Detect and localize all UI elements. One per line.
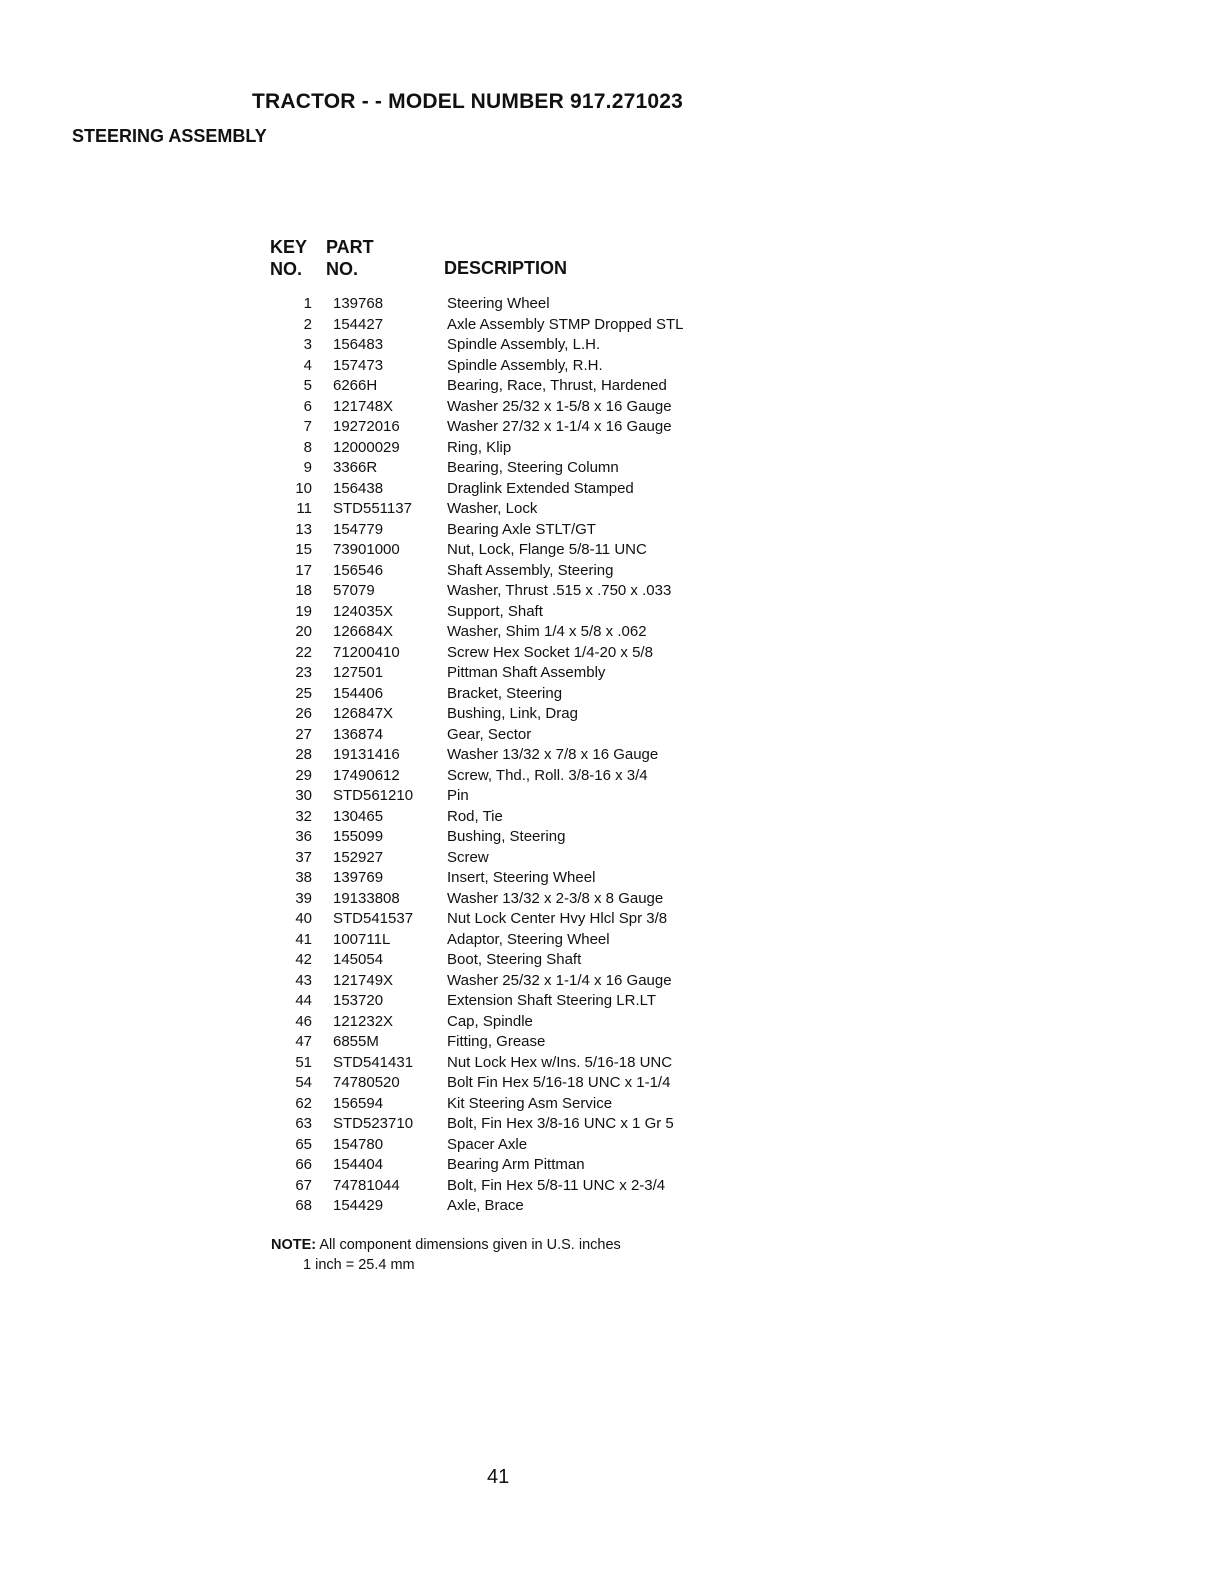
column-header-part-line1: PART [326,237,374,257]
key-number: 39 [295,889,312,907]
key-number: 46 [295,1012,312,1030]
part-number: 19133808 [333,889,400,907]
part-number: 6266H [333,377,378,394]
part-number: 145054 [333,951,384,968]
table-row [270,540,750,561]
part-number: 3366R [333,459,378,476]
table-row [270,417,750,438]
key-number: 51 [295,1053,312,1071]
part-description: Axle, Brace [447,1197,524,1214]
table-row [270,520,750,541]
key-number: 43 [295,971,312,989]
key-number: 63 [295,1115,312,1132]
table-row [270,684,750,705]
part-description: Insert, Steering Wheel [447,869,596,886]
part-description: Washer 13/32 x 2-3/8 x 8 Gauge [447,889,664,907]
key-number: 36 [295,828,312,845]
part-number: STD541537 [333,910,414,927]
table-row [270,1196,750,1217]
part-number: 139769 [333,869,384,886]
part-description: Gear, Sector [447,725,532,743]
table-row [270,356,750,377]
part-number: 12000029 [333,438,400,456]
key-number: 23 [295,664,312,681]
part-number: 71200410 [333,643,400,661]
column-header-key-no [270,236,307,280]
part-description: Nut Lock Center Hvy Hlcl Spr 3/8 [447,910,668,927]
note [271,1236,621,1255]
part-number: 136874 [333,725,384,743]
note-label: NOTE: [271,1237,317,1253]
part-number: 152927 [333,848,384,866]
part-description: Rod, Tie [447,807,503,825]
table-row [270,499,750,520]
part-description: Screw, Thd., Roll. 3/8-16 x 3/4 [447,766,648,784]
part-number: 57079 [333,582,375,599]
table-row [270,848,750,869]
unit-conversion: 1 inch = 25.4 mm [303,1257,415,1273]
key-number: 22 [295,643,312,661]
part-number: 19131416 [333,746,400,763]
part-description: Pittman Shaft Assembly [447,664,606,681]
part-number: 124035X [333,602,394,620]
part-number: 6855M [333,1033,379,1050]
part-description: Bolt Fin Hex 5/16-18 UNC x 1-1/4 [447,1074,671,1091]
part-description: Nut, Lock, Flange 5/8-11 UNC [447,541,647,558]
part-number: 156483 [333,336,384,353]
part-number: 154406 [333,684,384,702]
part-number: STD541431 [333,1053,414,1071]
table-row [270,745,750,766]
key-number: 8 [303,438,312,456]
part-description: Cap, Spindle [447,1012,533,1030]
column-header-description: DESCRIPTION [444,258,568,278]
part-description: Kit Steering Asm Service [447,1094,613,1112]
part-number: 17490612 [333,766,400,784]
part-number: 130465 [333,807,384,825]
key-number: 54 [295,1074,312,1091]
table-row [270,1094,750,1115]
table-row [270,1176,750,1197]
table-row [270,581,750,602]
part-number: STD523710 [333,1115,414,1132]
key-number: 47 [295,1033,312,1050]
key-number: 19 [295,602,312,620]
key-number: 26 [295,705,312,722]
table-row [270,766,750,787]
part-number: 19272016 [333,418,400,435]
part-number: STD551137 [333,500,412,517]
part-number: 156594 [333,1094,384,1112]
part-number: 121749X [333,971,394,989]
part-description: Axle Assembly STMP Dropped STL [447,315,684,333]
table-row [270,335,750,356]
part-number: 154780 [333,1135,384,1153]
key-number: 65 [295,1135,312,1153]
part-description: Bracket, Steering [447,684,563,702]
part-number: 100711L [333,930,391,948]
key-number: 44 [295,992,312,1009]
table-row [270,315,750,336]
key-number: 9 [303,459,312,476]
part-description: Spacer Axle [447,1135,528,1153]
part-description: Washer, Lock [447,500,538,517]
key-number: 62 [295,1094,312,1112]
table-row [270,294,750,315]
column-header-key-line1: KEY [270,237,308,257]
part-description: Washer 13/32 x 7/8 x 16 Gauge [447,746,659,763]
column-header-key-line2: NO. [270,259,303,279]
parts-list [270,294,750,1217]
part-number: 156546 [333,561,384,579]
table-row [270,971,750,992]
key-number: 4 [303,356,312,374]
part-number: 155099 [333,828,384,845]
part-description: Spindle Assembly, R.H. [447,356,603,374]
part-description: Bushing, Link, Drag [447,705,578,722]
table-row [270,704,750,725]
key-number: 68 [295,1197,312,1214]
note-text: All component dimensions given in U.S. inches [319,1237,621,1253]
part-number: 153720 [333,992,384,1009]
key-number: 5 [303,377,312,394]
page-number: 41 [487,1466,510,1488]
part-description: Screw [447,848,489,866]
key-number: 41 [295,930,312,948]
part-number: 127501 [333,664,384,681]
table-row [270,725,750,746]
column-header-part-no [326,236,374,280]
table-row [270,889,750,910]
part-description: Washer 25/32 x 1-1/4 x 16 Gauge [447,971,672,989]
table-row [270,868,750,889]
part-number: 126684X [333,623,394,640]
part-description: Adaptor, Steering Wheel [447,930,610,948]
table-row [270,561,750,582]
part-number: 156438 [333,479,384,497]
key-number: 29 [295,766,312,784]
table-row [270,1012,750,1033]
table-row [270,1032,750,1053]
table-row [270,786,750,807]
part-description: Spindle Assembly, L.H. [447,336,601,353]
part-number: 154427 [333,315,384,333]
key-number: 18 [295,582,312,599]
part-number: 157473 [333,356,384,374]
table-row [270,458,750,479]
table-row [270,602,750,623]
key-number: 6 [303,397,312,415]
key-number: 27 [295,725,312,743]
key-number: 42 [295,951,312,968]
part-description: Washer 25/32 x 1-5/8 x 16 Gauge [447,397,672,415]
part-number: 121232X [333,1012,394,1030]
part-description: Pin [447,787,469,804]
part-description: Shaft Assembly, Steering [447,561,614,579]
part-description: Bearing, Race, Thrust, Hardened [447,377,667,394]
part-description: Bearing Arm Pittman [447,1156,585,1173]
part-description: Boot, Steering Shaft [447,951,582,968]
table-row [270,397,750,418]
table-row [270,807,750,828]
part-number: 126847X [333,705,394,722]
part-description: Bearing, Steering Column [447,459,619,476]
key-number: 38 [295,869,312,886]
table-row [270,1053,750,1074]
table-row [270,1155,750,1176]
key-number: 17 [295,561,312,579]
table-row [270,991,750,1012]
page-title: TRACTOR - - MODEL NUMBER 917.271023 [252,90,683,113]
key-number: 28 [295,746,312,763]
part-description: Bushing, Steering [447,828,566,845]
key-number: 40 [295,910,312,927]
key-number: 30 [295,787,312,804]
table-row [270,376,750,397]
part-description: Bearing Axle STLT/GT [447,520,596,538]
part-description: Fitting, Grease [447,1033,546,1050]
key-number: 32 [295,807,312,825]
part-number: STD561210 [333,787,414,804]
part-description: Support, Shaft [447,602,543,620]
part-description: Washer, Thrust .515 x .750 x .033 [447,582,672,599]
table-row [270,438,750,459]
part-description: Washer, Shim 1/4 x 5/8 x .062 [447,623,647,640]
table-row [270,1114,750,1135]
key-number: 25 [295,684,312,702]
table-row [270,479,750,500]
part-number: 154429 [333,1197,384,1214]
key-number: 20 [295,623,312,640]
table-row [270,622,750,643]
key-number: 37 [295,848,312,866]
part-number: 154779 [333,520,384,538]
table-row [270,827,750,848]
part-description: Ring, Klip [447,438,512,456]
part-description: Bolt, Fin Hex 3/8-16 UNC x 1 Gr 5 [447,1115,674,1132]
table-row [270,930,750,951]
part-number: 74781044 [333,1176,400,1194]
table-row [270,663,750,684]
key-number: 2 [303,315,312,333]
section-title: STEERING ASSEMBLY [72,126,267,146]
key-number: 15 [295,541,312,558]
key-number: 3 [303,336,312,353]
table-row [270,1073,750,1094]
part-description: Steering Wheel [447,295,550,312]
part-number: 74780520 [333,1074,400,1091]
key-number: 67 [295,1176,312,1194]
key-number: 11 [296,500,312,517]
key-number: 66 [295,1156,312,1173]
part-number: 73901000 [333,541,400,558]
part-description: Bolt, Fin Hex 5/8-11 UNC x 2-3/4 [447,1176,666,1194]
table-row [270,950,750,971]
part-description: Nut Lock Hex w/Ins. 5/16-18 UNC [447,1053,673,1071]
part-description: Extension Shaft Steering LR.LT [447,992,657,1009]
table-row [270,643,750,664]
part-number: 121748X [333,397,394,415]
part-description: Draglink Extended Stamped [447,479,634,497]
part-description: Washer 27/32 x 1-1/4 x 16 Gauge [447,418,672,435]
key-number: 10 [295,479,312,497]
key-number: 7 [303,418,312,435]
table-row [270,1135,750,1156]
part-number: 139768 [333,295,384,312]
part-description: Screw Hex Socket 1/4-20 x 5/8 [447,643,653,661]
key-number: 13 [295,520,312,538]
column-header-part-line2: NO. [326,259,359,279]
key-number: 1 [303,295,312,312]
table-row [270,909,750,930]
part-number: 154404 [333,1156,384,1173]
